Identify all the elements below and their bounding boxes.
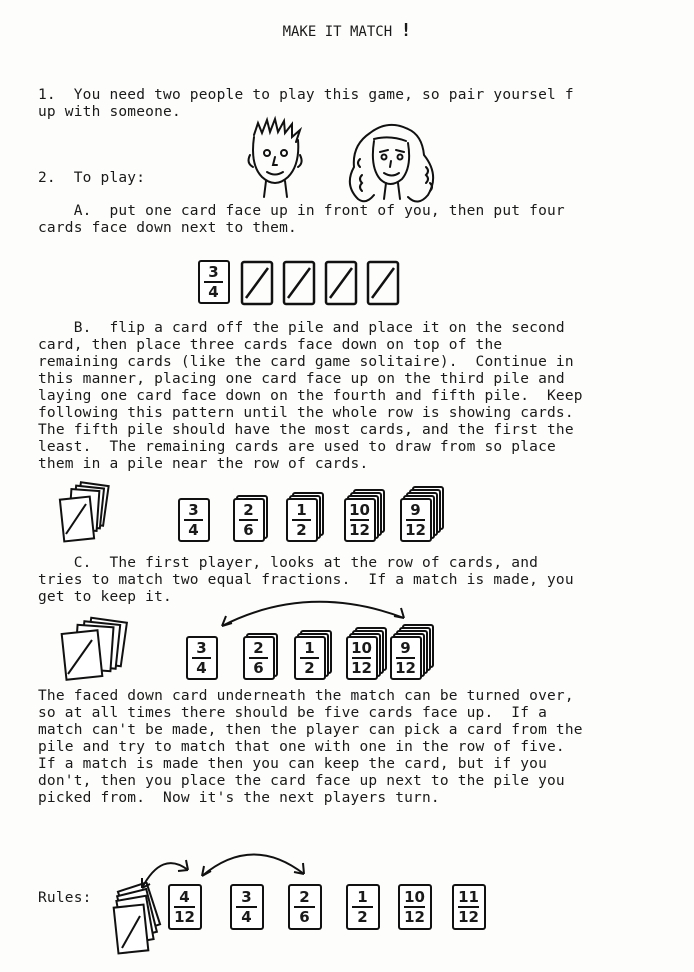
step-c-line-1: C. The first player, looks at the row of cards, and — [38, 555, 539, 571]
fraction-card — [178, 498, 210, 542]
fraction — [290, 886, 319, 927]
step-b-line-6: following this pattern until the whole row is showing cards. — [38, 405, 574, 421]
numerator: 9 — [400, 638, 411, 657]
two-faces-illustration — [240, 115, 450, 210]
figure-draw-and-play — [110, 836, 510, 961]
numerator: 11 — [458, 887, 479, 906]
fraction-card — [452, 884, 486, 930]
denominator: 2 — [304, 658, 315, 677]
step-b-line-7: The fifth pile should have the most cards, and the first the — [38, 422, 574, 438]
fraction-card — [243, 636, 275, 680]
denominator: 12 — [404, 907, 425, 926]
denominator: 12 — [458, 907, 479, 926]
step-c-line-3: get to keep it. — [38, 589, 172, 605]
fraction — [392, 638, 419, 677]
rules-text-line-4: pile and try to match that one with one in the row of five. — [38, 739, 565, 755]
rules-text-line-7: picked from. Now it's the next players turn. — [38, 790, 440, 806]
step-b-line-4: this manner, placing one card face up on the third pile and — [38, 371, 565, 387]
denominator: 4 — [196, 658, 207, 677]
denominator: 12 — [174, 907, 195, 926]
numerator: 1 — [357, 887, 368, 906]
fraction — [402, 500, 429, 539]
fraction — [288, 500, 315, 539]
step-b-line-1: B. flip a card off the pile and place it on the second — [38, 320, 565, 336]
fraction — [454, 886, 483, 927]
rules-label: Rules: — [38, 890, 92, 906]
denominator: 6 — [299, 907, 310, 926]
fraction — [245, 638, 272, 677]
page-title — [0, 20, 694, 41]
step-b-line-2: card, then place three cards face down on top of the — [38, 337, 503, 353]
card-face-up — [198, 260, 230, 304]
fraction-card — [186, 636, 218, 680]
step-1-line-1: 1. You need two people to play this game, so pair yoursel f — [38, 87, 574, 103]
face-down-cards — [240, 258, 420, 308]
fraction-card — [398, 884, 432, 930]
fraction — [188, 638, 215, 677]
denominator: 6 — [253, 658, 264, 677]
fraction-card — [346, 636, 378, 680]
fraction — [235, 500, 262, 539]
step-b-line-9: them in a pile near the row of cards. — [38, 456, 369, 472]
numerator: 10 — [351, 638, 372, 657]
title-text: MAKE IT MATCH — [282, 24, 393, 40]
step-c-line-2: tries to match two equal fractions. If a match is made, you — [38, 572, 574, 588]
denominator: 2 — [296, 520, 307, 539]
denominator: 12 — [405, 520, 426, 539]
fraction-card — [390, 636, 422, 680]
rules-text-line-1: The faced down card underneath the match can be turned over, — [38, 688, 574, 704]
fraction — [232, 886, 261, 927]
fraction — [346, 500, 373, 539]
fraction — [400, 886, 429, 927]
numerator: 1 — [304, 638, 315, 657]
match-arrow — [208, 588, 428, 628]
fraction-card — [168, 884, 202, 930]
fraction — [348, 886, 377, 927]
fraction-card — [233, 498, 265, 542]
step-b-line-8: least. The remaining cards are used to draw from so place — [38, 439, 556, 455]
fraction — [180, 500, 207, 539]
move-arrows — [132, 836, 312, 894]
numerator: 3 — [208, 262, 219, 281]
numerator: 2 — [299, 887, 310, 906]
step-b-line-5: laying one card face down on the fourth and fifth pile. Keep — [38, 388, 583, 404]
numerator: 4 — [179, 887, 190, 906]
title-exclamation: ! — [400, 20, 412, 41]
step-1-line-2: up with someone. — [38, 104, 181, 120]
fraction-card — [286, 498, 318, 542]
numerator: 2 — [253, 638, 264, 657]
fraction-card — [344, 498, 376, 542]
denominator: 12 — [349, 520, 370, 539]
fraction-card — [400, 498, 432, 542]
denominator: 12 — [351, 658, 372, 677]
denominator: 6 — [243, 520, 254, 539]
figure-matching — [58, 588, 458, 684]
numerator: 9 — [410, 500, 421, 519]
rules-text-line-5: If a match is made then you can keep the card, but if you — [38, 756, 547, 772]
rules-text-line-2: so at all times there should be five cards face up. If a — [38, 705, 547, 721]
fraction — [170, 886, 199, 927]
numerator: 10 — [404, 887, 425, 906]
fraction-card — [294, 636, 326, 680]
numerator: 3 — [196, 638, 207, 657]
draw-pile — [58, 616, 133, 684]
numerator: 3 — [241, 887, 252, 906]
step-a-line-2: cards face down next to them. — [38, 220, 297, 236]
rules-text-line-6: don't, then you place the card face up next to the pile you — [38, 773, 565, 789]
numerator: 1 — [296, 500, 307, 519]
fraction — [348, 638, 375, 677]
numerator: 10 — [349, 500, 370, 519]
figure-dealt-row — [58, 478, 458, 548]
denominator: 4 — [188, 520, 199, 539]
fraction — [200, 262, 227, 301]
denominator: 4 — [208, 282, 219, 301]
figure-initial-layout — [198, 258, 418, 310]
denominator: 4 — [241, 907, 252, 926]
step-2-label: 2. To play: — [38, 170, 146, 186]
fraction-card — [346, 884, 380, 930]
fraction — [296, 638, 323, 677]
step-b-line-3: remaining cards (like the card game solitaire). Continue in — [38, 354, 574, 370]
rules-text-line-3: match can't be made, then the player can pick a card from the — [38, 722, 583, 738]
step-a-line-1: A. put one card face up in front of you, then put four — [38, 203, 565, 219]
numerator: 3 — [188, 500, 199, 519]
numerator: 2 — [243, 500, 254, 519]
denominator: 2 — [357, 907, 368, 926]
denominator: 12 — [395, 658, 416, 677]
draw-pile — [58, 478, 118, 548]
fraction-card — [288, 884, 322, 930]
fraction-card — [230, 884, 264, 930]
